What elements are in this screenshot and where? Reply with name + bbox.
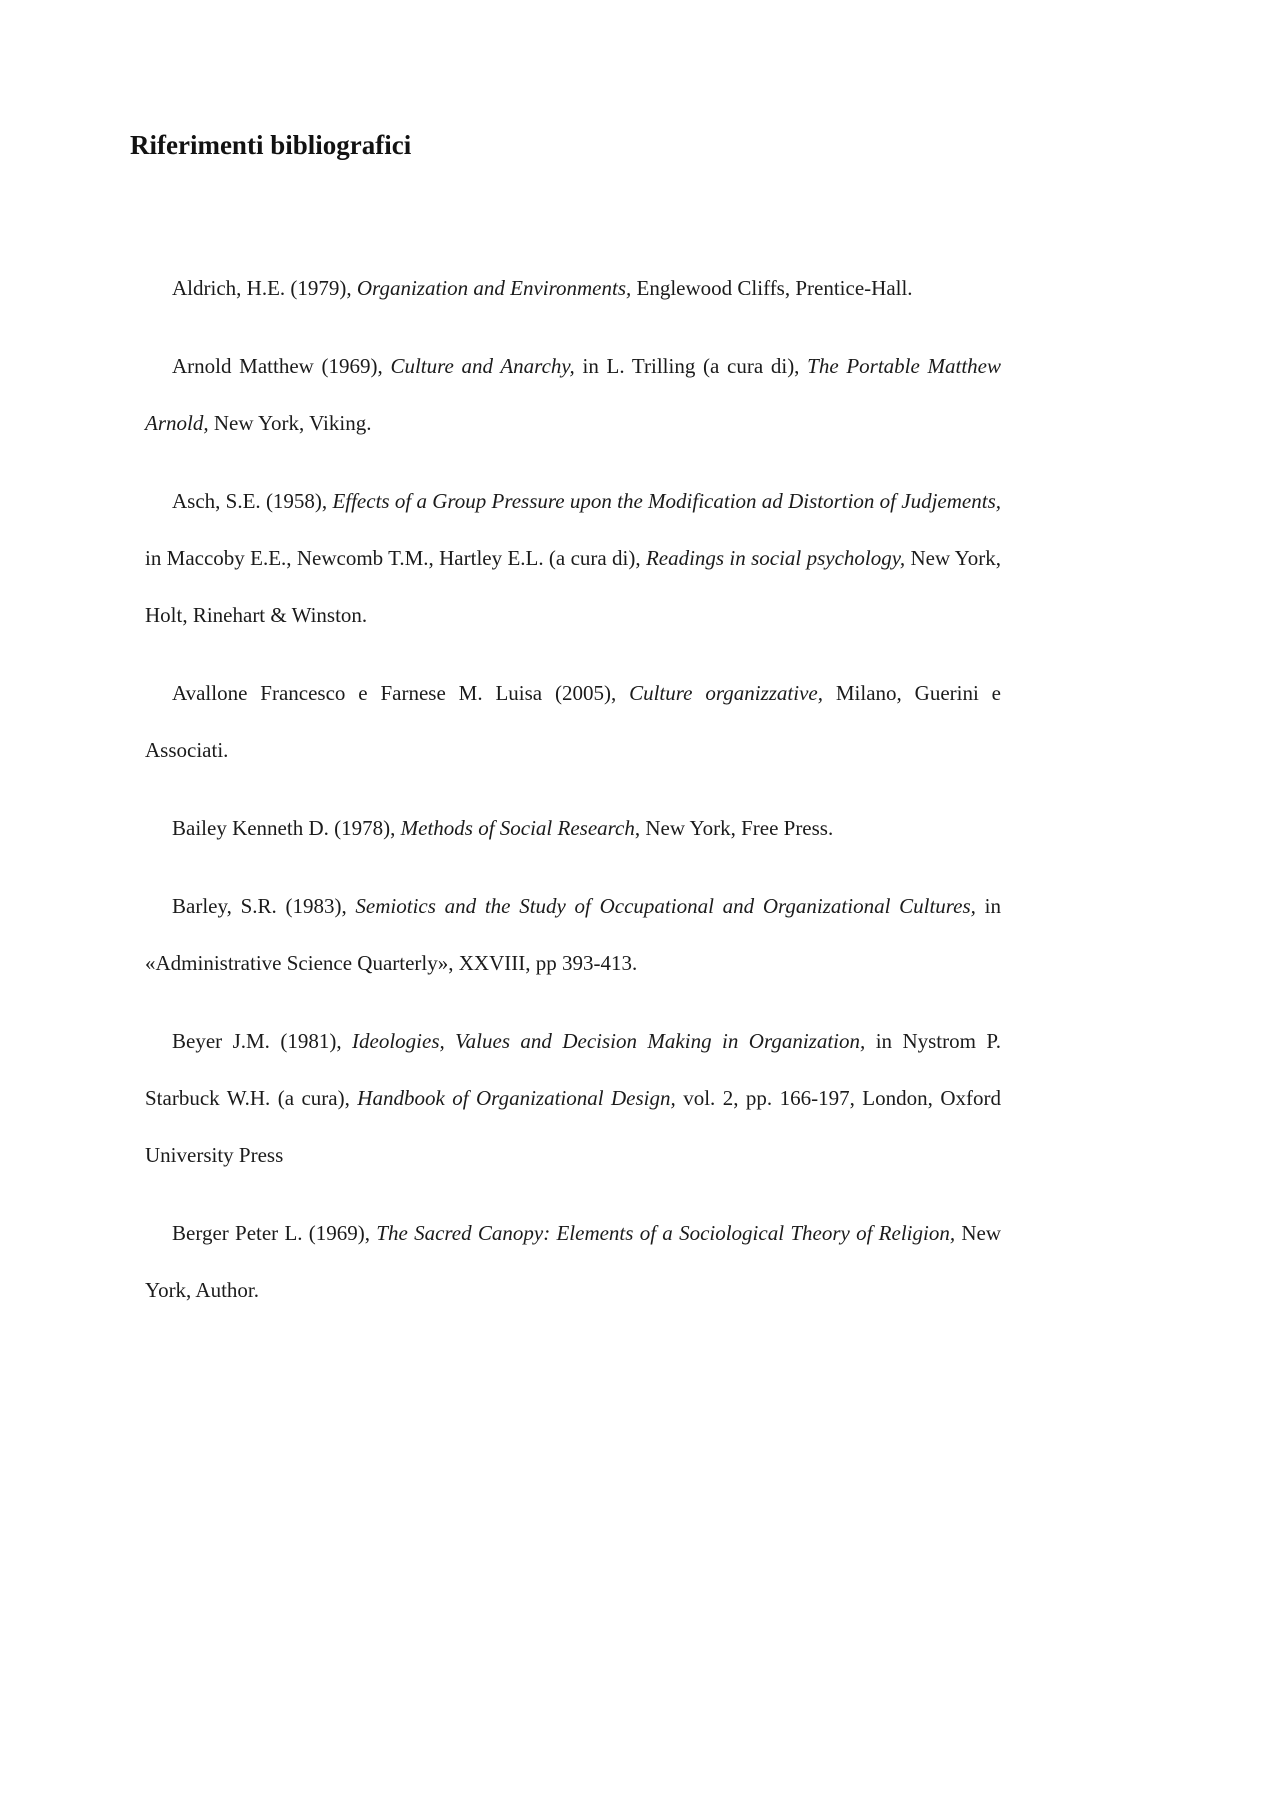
entry-text-segment: in Nystrom P. Starbuck W.H. (a cura), — [145, 1029, 1007, 1110]
entry-text-segment: Aldrich, H.E. (1979), — [172, 276, 357, 300]
entry-text-segment: in Maccoby E.E., Newcomb T.M., Hartley E.L. (a cura di), — [145, 489, 1007, 570]
entry-title-segment: Effects of a Group Pressure upon the Modification ad Distortion of Judjements, — [332, 489, 1001, 513]
entry-title-segment: Organization and Environments, — [356, 276, 632, 300]
entry-text-segment: Arnold Matthew (1969), — [172, 354, 391, 378]
entry-text-segment: Avallone Francesco e Farnese M. Luisa (2005), — [172, 681, 630, 705]
entry-text-segment: New York, Author. — [145, 1221, 1006, 1302]
entry-text-segment: vol. 2, pp. 166-197, London, Oxford University Press — [145, 1086, 1007, 1167]
entry-title-segment: The Sacred Canopy: Elements of a Sociological Theory of Religion, — [376, 1221, 956, 1245]
entry-text-segment: Milano, Guerini e Associati. — [145, 681, 1006, 762]
entry-text-segment: Asch, S.E. (1958), — [172, 489, 333, 513]
entry-title-segment: The Portable Matthew Arnold, — [145, 354, 1006, 435]
entry-text-segment: Beyer J.M. (1981), — [172, 1029, 353, 1053]
entry-title-segment: Readings in social psychology, — [645, 546, 906, 570]
bibliography-entry — [145, 665, 1006, 779]
entry-title-segment: Ideologies, Values and Decision Making in Organization, — [352, 1029, 866, 1053]
entry-text-segment: Berger Peter L. (1969), — [172, 1221, 377, 1245]
entry-text-segment: in «Administrative Science Quarterly», XXVIII, pp 393-413. — [145, 894, 1007, 975]
entry-text-segment: Englewood Cliffs, Prentice-Hall. — [631, 276, 913, 300]
bibliography-entry — [145, 338, 1006, 452]
entry-title-segment: Semiotics and the Study of Occupational and Organizational Cultures, — [355, 894, 976, 918]
bibliography-entry — [145, 800, 1001, 857]
entry-title-segment: Culture and Anarchy, — [390, 354, 575, 378]
bibliography-entry — [145, 878, 1007, 992]
bibliography-entry — [145, 1205, 1006, 1319]
entry-text-segment: in L. Trilling (a cura di), — [574, 354, 808, 378]
page-title: Riferimenti bibliografici — [130, 130, 412, 160]
entry-text-segment: New York, Viking. — [208, 411, 372, 435]
entry-title-segment: Methods of Social Research — [400, 816, 635, 840]
bibliography-list — [145, 260, 1007, 1319]
entry-title-segment: Handbook of Organizational Design, — [357, 1086, 676, 1110]
bibliography-entry — [145, 1013, 1007, 1184]
entry-title-segment: Culture organizzative, — [629, 681, 823, 705]
entry-text-segment: Bailey Kenneth D. (1978), — [172, 816, 401, 840]
bibliography-entry — [145, 260, 1001, 317]
entry-text-segment: Barley, S.R. (1983), — [172, 894, 356, 918]
entry-text-segment: New York, Holt, Rinehart & Winston. — [145, 546, 1007, 627]
bibliography-entry — [145, 473, 1007, 644]
entry-text-segment: , New York, Free Press. — [634, 816, 834, 840]
